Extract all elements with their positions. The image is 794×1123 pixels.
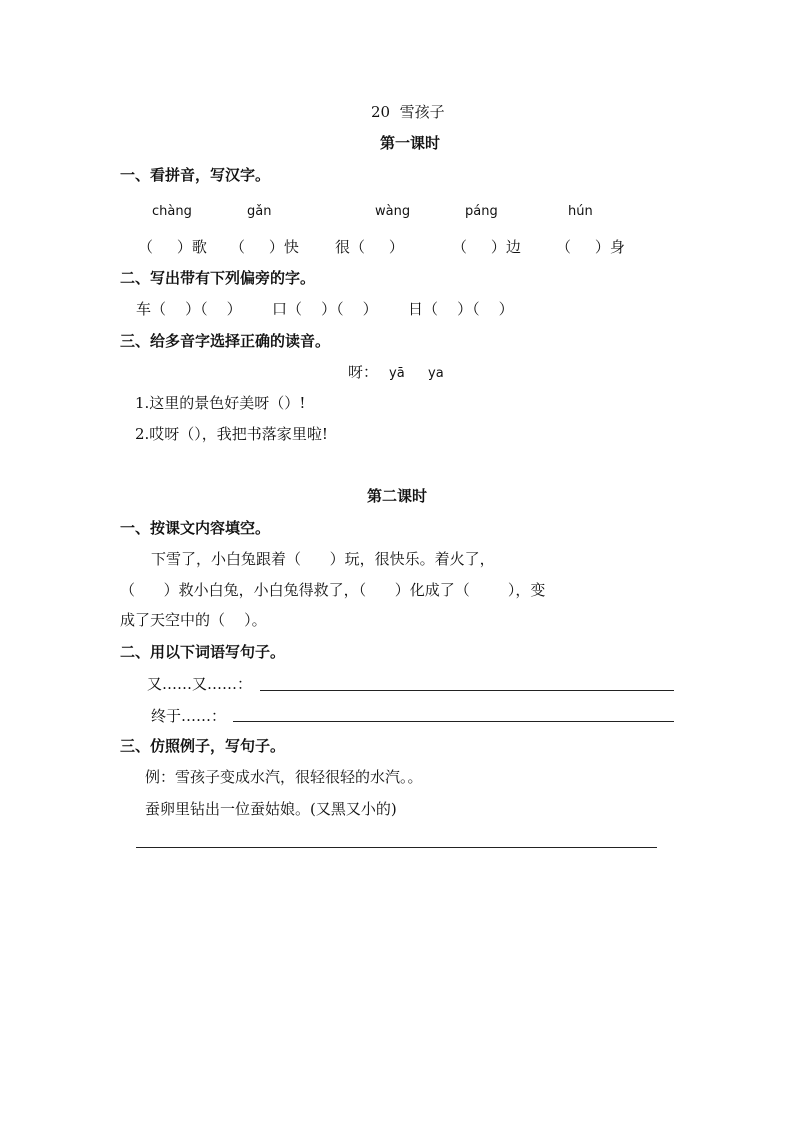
polyphone-char: 呀： — [348, 363, 379, 381]
pinyin-1: chàng — [152, 204, 192, 219]
polyphone-item-2[interactable]: 2.哎呀（），我把书落家里啦! — [135, 425, 328, 443]
fill-line-2[interactable]: （ ）救小白兔，小白兔得救了，（ ）化成了（ ），变 — [120, 581, 546, 599]
blank-answer-2[interactable]: （ ）快 — [230, 238, 299, 256]
blank-answer-1[interactable]: （ ）歌 — [138, 238, 207, 256]
lesson1-heading: 第一课时 — [380, 134, 441, 152]
reading-option-1: yā — [389, 366, 405, 381]
sentence-prompt-1: 又……又……： — [147, 675, 253, 693]
sentence-prompt-2: 终于……： — [151, 707, 227, 725]
imitation-prompt: 蚕卵里钻出一位蚕姑娘。(又黑又小的) — [145, 800, 397, 818]
fill-line-3[interactable]: 成了天空中的（ ）。 — [120, 611, 267, 629]
lesson1-q2-title: 二、写出带有下列偏旁的字。 — [120, 269, 316, 287]
page-title: 20 雪孩子 — [371, 103, 445, 121]
lesson2-heading: 第二课时 — [367, 487, 428, 505]
blank-answer-5[interactable]: （ ）身 — [556, 238, 625, 256]
radical-item-kou[interactable]: 口（ ）（ ） — [272, 300, 378, 318]
example-sentence: 例：雪孩子变成水汽，很轻很轻的水汽。。 — [145, 768, 423, 786]
lesson1-q1-title: 一、看拼音，写汉字。 — [120, 166, 271, 184]
lesson2-q3-title: 三、仿照例子，写句子。 — [120, 737, 286, 755]
blank-answer-3[interactable]: 很（ ） — [335, 238, 404, 256]
answer-line-1[interactable] — [260, 690, 674, 691]
answer-line-3[interactable] — [136, 847, 657, 848]
lesson2-q2-title: 二、用以下词语写句子。 — [120, 643, 286, 661]
answer-line-2[interactable] — [233, 721, 674, 722]
fill-line-1[interactable]: 下雪了，小白兔跟着（ ）玩，很快乐。着火了， — [151, 550, 495, 568]
pinyin-4: páng — [465, 204, 498, 219]
pinyin-2: gǎn — [247, 204, 272, 219]
radical-item-ri[interactable]: 日（ ）（ ） — [408, 300, 514, 318]
pinyin-3: wàng — [375, 204, 411, 219]
radical-item-che[interactable]: 车（ ）（ ） — [136, 300, 242, 318]
pinyin-5: hún — [568, 204, 593, 219]
reading-option-2: ya — [428, 366, 444, 381]
blank-answer-4[interactable]: （ ）边 — [452, 238, 521, 256]
polyphone-item-1[interactable]: 1.这里的景色好美呀（）! — [135, 394, 306, 412]
lesson2-q1-title: 一、按课文内容填空。 — [120, 519, 271, 537]
lesson1-q3-title: 三、给多音字选择正确的读音。 — [120, 332, 331, 350]
